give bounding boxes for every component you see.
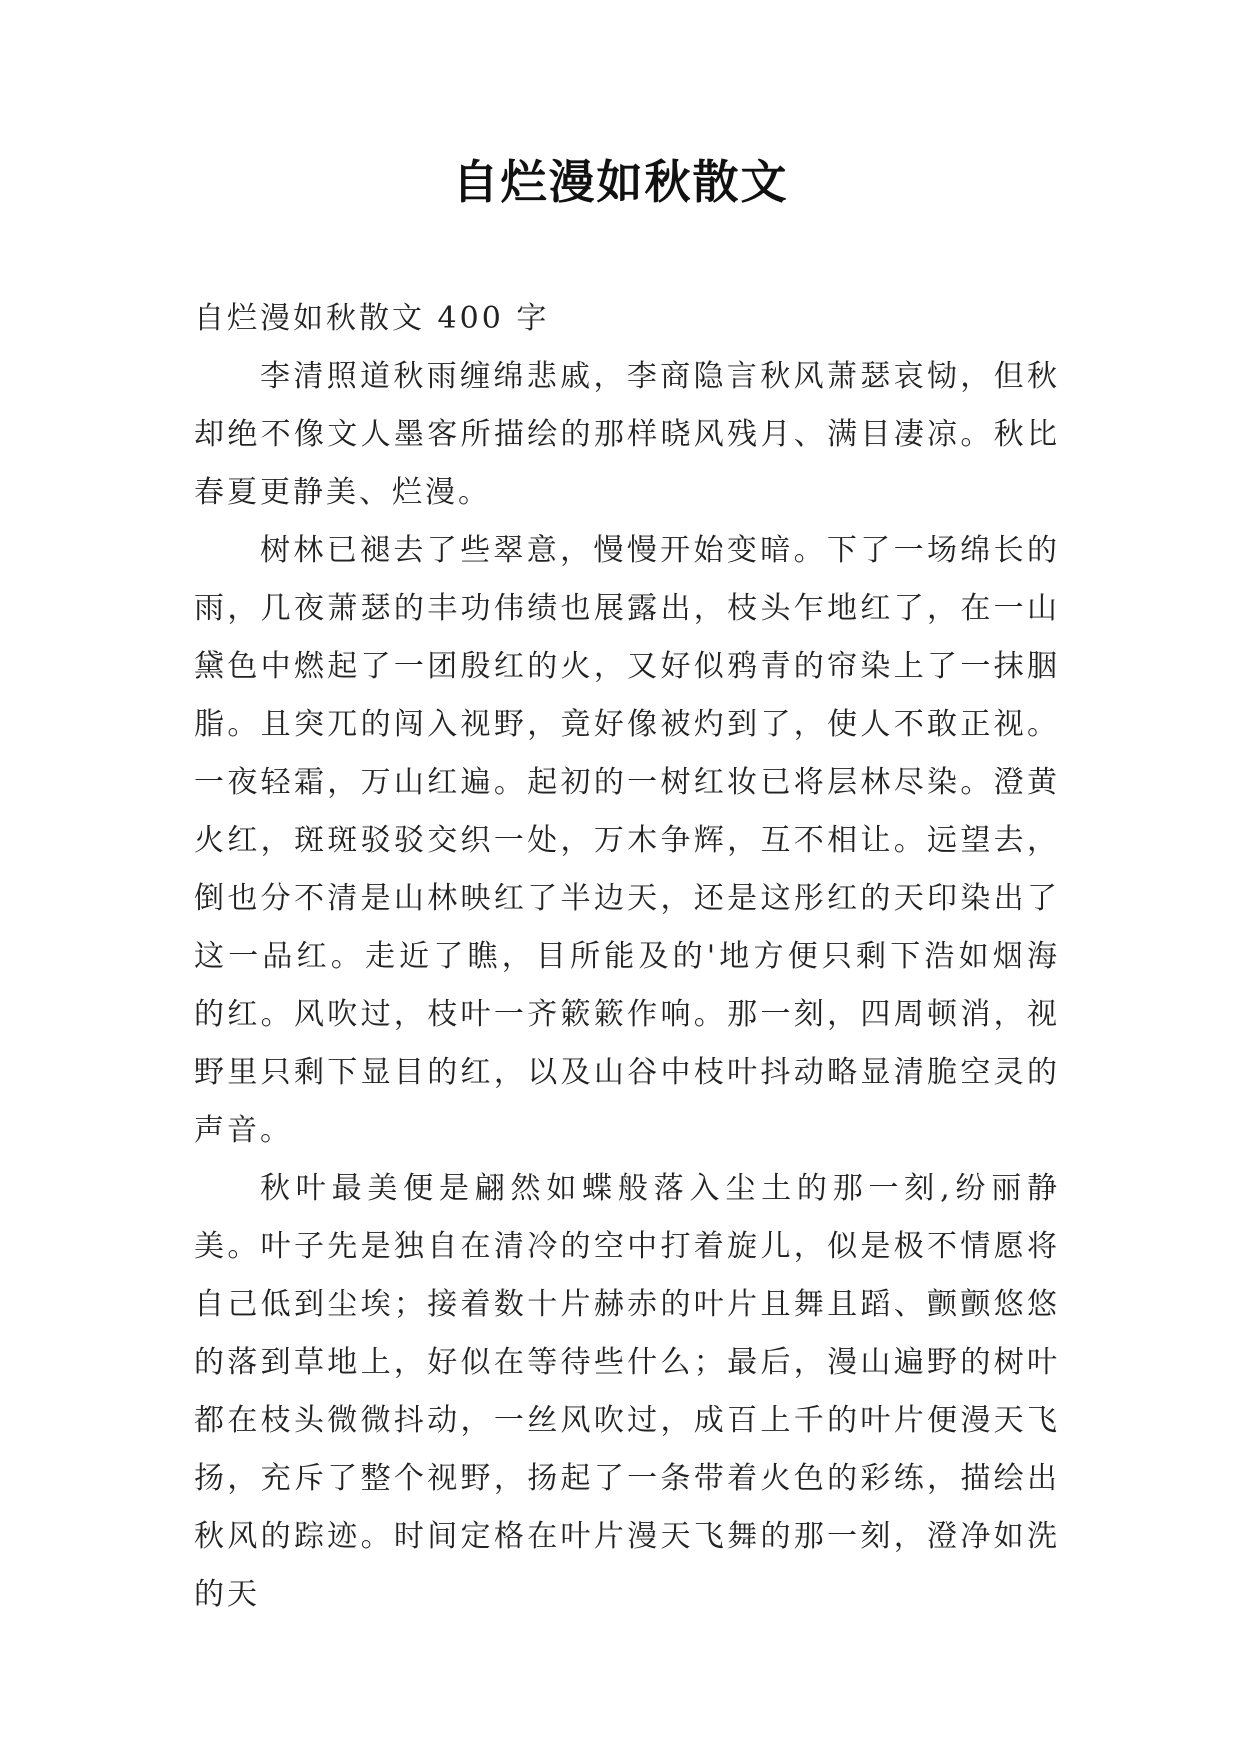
document-body [194, 290, 1060, 1624]
paragraph-3: 秋叶最美便是翩然如蝶般落入尘土的那一刻,纷丽静美。叶子先是独自在清冷的空中打着旋儿，似是极不情愿将自己低到尘埃；接着数十片赫赤的叶片且舞且蹈、颤颤悠悠的落到草地上，好似在等待些什么；最后，漫山遍野的树叶都在枝头微微抖动，一丝风吹过，成百上千的叶片便漫天飞扬，充斥了整个视野，扬起了一条带着火色的彩练，描绘出秋风的踪迹。时间定格在叶片漫天飞舞的那一刻，澄净如洗的天 [194, 1171, 1060, 1612]
paragraph-2: 树林已褪去了些翠意，慢慢开始变暗。下了一场绵长的雨，几夜萧瑟的丰功伟绩也展露出，枝头乍地红了，在一山黛色中燃起了一团殷红的火，又好似鸦青的帘染上了一抹胭脂。且突兀的闯入视野，竟好像被灼到了，使人不敢正视。一夜轻霜，万山红遍。起初的一树红妆已将层林尽染。澄黄火红，斑斑驳驳交织一处，万木争辉，互不相让。远望去，倒也分不清是山林映红了半边天，还是这彤红的天印染出了这一品红。走近了瞧，目所能及的'地方便只剩下浩如烟海的红。风吹过，枝叶一齐簌簌作响。那一刻，四周顿消，视野里只剩下显目的红，以及山谷中枝叶抖动略显清脆空灵的声音。 [194, 533, 1060, 1148]
document-title: 自烂漫如秋散文 [452, 155, 789, 209]
paragraph-1: 李清照道秋雨缠绵悲戚，李商隐言秋风萧瑟哀恸，但秋却绝不像文人墨客所描绘的那样晓风残月、满目凄凉。秋比春夏更静美、烂漫。 [194, 359, 1060, 510]
document-subtitle: 自烂漫如秋散文 400 字 [194, 301, 550, 336]
